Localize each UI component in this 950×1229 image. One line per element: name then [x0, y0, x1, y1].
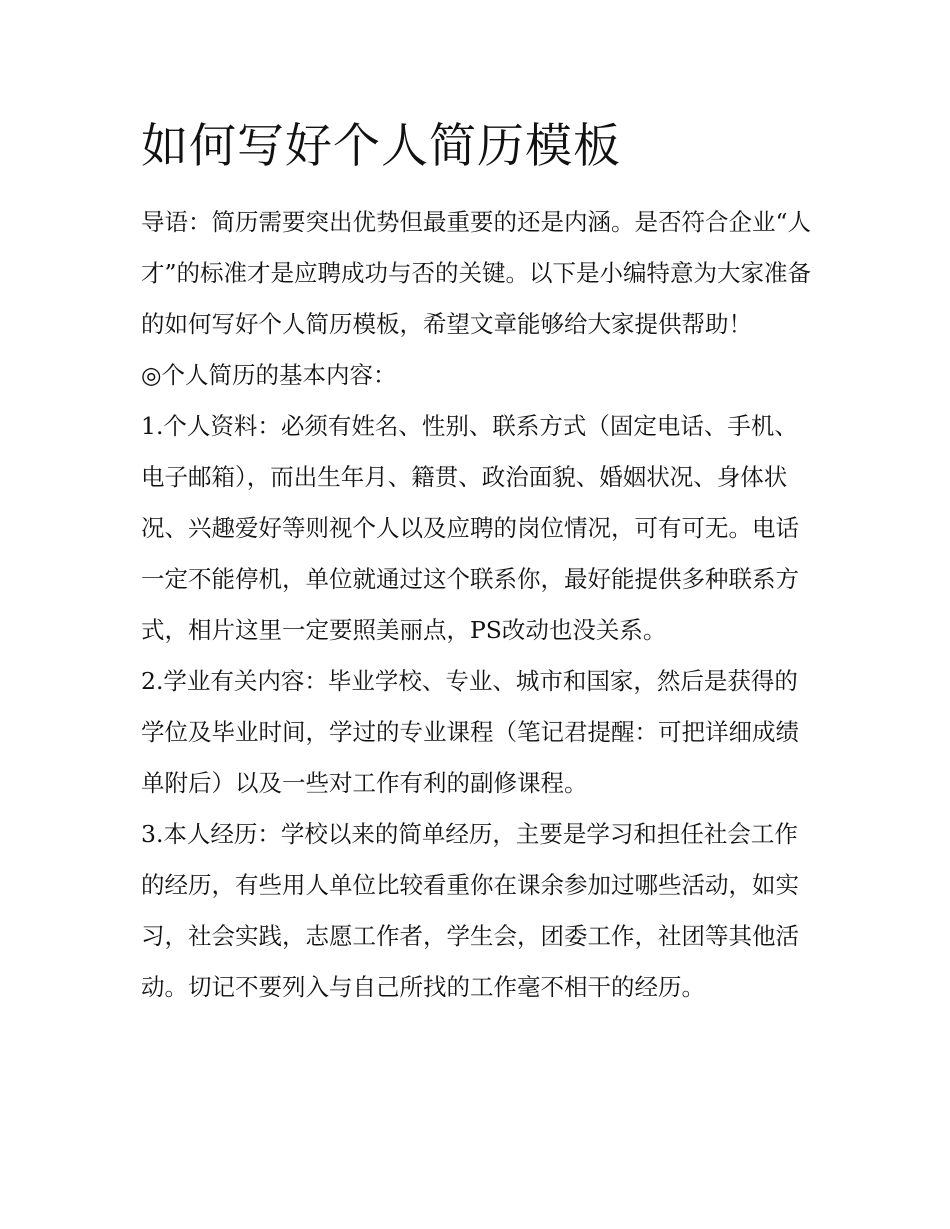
paragraph-intro: 导语：简历需要突出优势但最重要的还是内涵。是否符合企业“人才”的标准才是应聘成功与否的关键。以下是小编特意为大家准备的如何写好个人简历模板，希望文章能够给大家提供帮助！: [141, 208, 812, 338]
paragraph-item-education: 2.学业有关内容：毕业学校、专业、城市和国家，然后是获得的学位及毕业时间，学过的专业课程（笔记君提醒：可把详细成绩单附后）以及一些对工作有利的副修课程。: [141, 667, 799, 797]
document-title: 如何写好个人简历模板: [141, 119, 621, 174]
paragraph-item-personal-info: 1.个人资料：必须有姓名、性别、联系方式（固定电话、手机、电子邮箱），而出生年月、籍贯、政治面貌、婚姻状况、身体状况、兴趣爱好等则视个人以及应聘的岗位情况，可有可无。电话一定不能停机，单位就通过这个联系你，最好能提供多种联系方式，相片这里一定要照美丽点，PS改动也没关系。: [141, 412, 799, 644]
document-body: [141, 197, 821, 1013]
paragraph-section-heading: ◎个人简历的基本内容：: [141, 361, 397, 389]
paragraph-item-experience: 3.本人经历：学校以来的简单经历，主要是学习和担任社会工作的经历，有些用人单位比较看重你在课余参加过哪些活动，如实习，社会实践，志愿工作者，学生会，团委工作，社团等其他活动。切记不要列入与自己所找的工作毫不相干的经历。: [141, 820, 799, 1001]
